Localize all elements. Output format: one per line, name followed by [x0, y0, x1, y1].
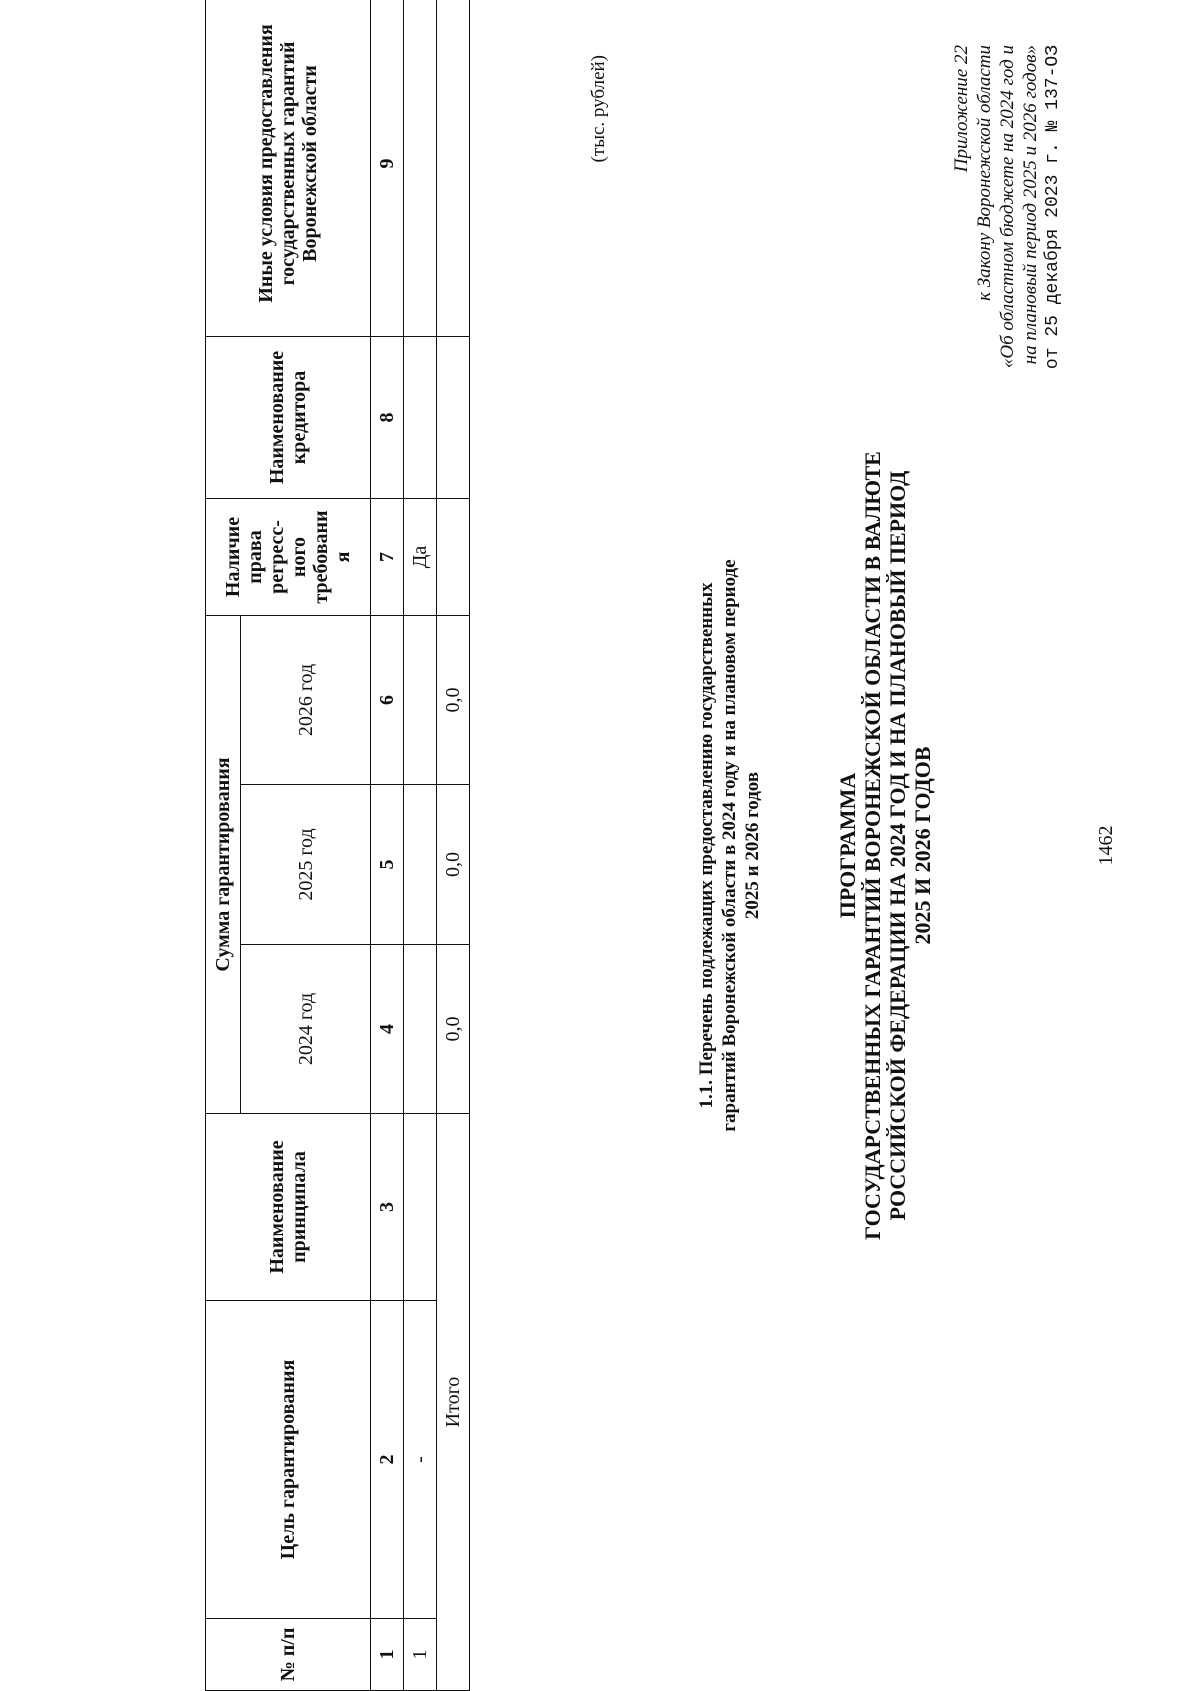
header-regress-right: Наличие права регресс-ного требовани я: [206, 499, 371, 616]
document-title: [835, 0, 935, 1691]
header-principal: Наименование принципала: [206, 1114, 371, 1301]
title-line-3: РОССИЙСКОЙ ФЕДЕРАЦИИ НА 2024 ГОД И НА ПЛАНОВЫЙ ПЕРИОД: [885, 470, 910, 1221]
appendix-line-2: к Закону Воронежской области: [974, 45, 995, 301]
appendix-note: [950, 45, 1065, 565]
subtitle-line-1: 1.1. Перечень подлежащих предоставлению государственных: [696, 582, 717, 1109]
subtitle-line-3: 2025 и 2026 годов: [742, 771, 763, 920]
subtitle-line-2: гарантий Воронежской области в 2024 году и на плановом периоде: [719, 559, 740, 1132]
total-empty-cell: [437, 499, 470, 616]
column-number: 6: [371, 616, 404, 785]
total-label: Итого: [437, 1114, 470, 1691]
column-number: 8: [371, 337, 404, 499]
cell-goal: -: [404, 1301, 437, 1619]
units-note: (тыс. рублей): [588, 55, 609, 163]
appendix-date-line: от 25 декабря 2023 г. № 137-ОЗ: [1043, 45, 1063, 370]
column-number: 5: [371, 785, 404, 945]
header-number: № п/п: [206, 1619, 371, 1691]
total-2026: 0,0: [437, 616, 470, 785]
header-2024: 2024 год: [241, 945, 371, 1114]
appendix-line-4: на плановый период 2025 и 2026 годов»: [1020, 45, 1041, 365]
column-number: 3: [371, 1114, 404, 1301]
column-number: 4: [371, 945, 404, 1114]
total-2024: 0,0: [437, 945, 470, 1114]
header-2026: 2026 год: [241, 616, 371, 785]
cell-2025: [404, 785, 437, 945]
total-2025: 0,0: [437, 785, 470, 945]
title-line-4: 2025 И 2026 ГОДОВ: [910, 746, 935, 945]
cell-2024: [404, 945, 437, 1114]
guarantees-table: [205, 0, 470, 1691]
total-row: [437, 0, 470, 1691]
total-empty-cell: [437, 0, 470, 337]
column-number: 1: [371, 1619, 404, 1691]
column-number: 2: [371, 1301, 404, 1619]
column-number: 7: [371, 499, 404, 616]
table-row: [404, 0, 437, 1691]
cell-creditor: [404, 337, 437, 499]
appendix-line-1: Приложение 22: [951, 45, 972, 173]
appendix-line-3: «Об областном бюджете на 2024 год и: [997, 45, 1018, 369]
cell-principal: [404, 1114, 437, 1301]
title-line-2: ГОСУДАРСТВЕННЫХ ГАРАНТИЙ ВОРОНЕЖСКОЙ ОБЛАСТИ В ВАЛЮТЕ: [860, 451, 885, 1240]
cell-regress-right: Да: [404, 499, 437, 616]
title-line-1: ПРОГРАММА: [835, 772, 860, 919]
header-2025: 2025 год: [241, 785, 371, 945]
header-other-conditions: Иные условия предоставления государственных гарантий Воронежской области: [206, 0, 371, 337]
page-number: 1462: [1095, 825, 1117, 866]
cell-number: 1: [404, 1619, 437, 1691]
column-numbers-row: [371, 0, 404, 1691]
header-sum-group: Сумма гарантирования: [206, 616, 241, 1114]
column-number: 9: [371, 0, 404, 337]
cell-other-conditions: [404, 0, 437, 337]
section-subtitle: [695, 0, 764, 1691]
header-creditor: Наименование кредитора: [206, 337, 371, 499]
cell-2026: [404, 616, 437, 785]
header-goal: Цель гарантирования: [206, 1301, 371, 1619]
total-empty-cell: [437, 337, 470, 499]
